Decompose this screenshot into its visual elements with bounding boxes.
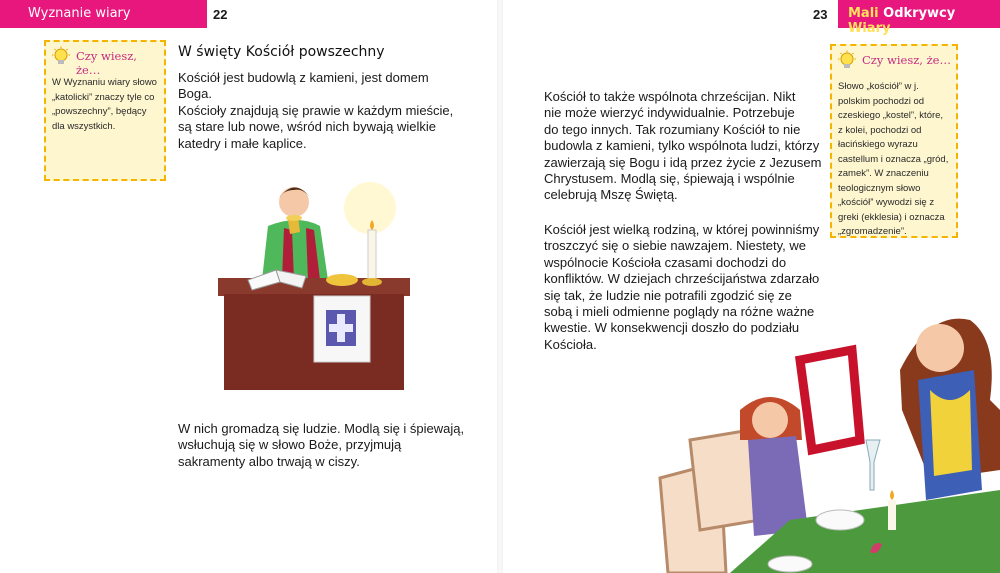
series-word-3: Wiary [848, 21, 891, 36]
family-at-table-illustration [630, 290, 1000, 573]
lightbulb-icon [836, 50, 858, 72]
box-title: Czy wiesz, że… [862, 53, 951, 67]
page-gutter [497, 0, 503, 573]
priest-at-altar-illustration [210, 168, 430, 396]
box-text: W Wyznaniu wiary słowo „katolicki” znaczy tyle co „powszechny”, będący dla wszystkich. [52, 77, 157, 132]
right-header-title [848, 6, 1000, 36]
section-heading: W święty Kościół powszechny [178, 44, 385, 60]
paragraph-church-building: Kościół jest budowlą z kamieni, jest domem Boga. Kościoły znajdują się prawie w każdym mieście, są stare lub nowe, wśród nich bywają wielkie katedry i małe kaplice. [178, 70, 454, 151]
series-word-1: Mali [848, 6, 884, 21]
box-text: Słowo „kościół” w j. polskim pochodzi od czeskiego „kostel”, które, z kolei, pochodzi od łacińskiego wyrazu castellum i oznacza „gród, zamek”. W znaczeniu teologicznym słowo „kościół” wywodzi się z greki (ekklesia) i oznacza „zgromadzenie”. [838, 81, 949, 237]
box-title: Czy wiesz, że… [76, 49, 137, 77]
right-page-number: 23 [813, 7, 828, 22]
paragraph-people-gather: W nich gromadzą się ludzie. Modlą się i śpiewają, wsłuchują się w słowo Boże, przyjmują sakramenty albo trwają w ciszy. [178, 421, 465, 469]
did-you-know-box-right [830, 44, 958, 238]
lightbulb-icon [50, 46, 72, 68]
left-page-number: 22 [213, 7, 228, 22]
paragraph-community: Kościół to także wspólnota chrześcijan. Nikt nie może wierzyć indywidualnie. Potrzebuje do tego innych. Tak rozumiany Kościół to nie budowla z kamieni, tylko wspólnota ludzi, którzy zawierzają się Bogu i idą przez życie z Jezusem Chrystusem. Modlą się, śpiewają i wspólnie celebrują Mszę Świętą. [544, 89, 822, 203]
did-you-know-box-left [44, 40, 166, 181]
left-header-title: Wyznanie wiary [28, 6, 131, 21]
paragraph-family-conflicts: Kościół jest wielką rodziną, w której powinniśmy troszczyć się o siebie nawzajem. Niestety, we wspólnocie Kościoła czasami dochodzi do konfliktów. W dziejach chrześcijaństwa zdarzało się tak, że ludzie nie potrafili zgodzić się ze sobą i mieli odmienne poglądy na różne ważne kwestie. W konsekwencji doszło do podziału Kościoła. [544, 222, 820, 352]
series-word-2: Odkrywcy [883, 6, 956, 21]
